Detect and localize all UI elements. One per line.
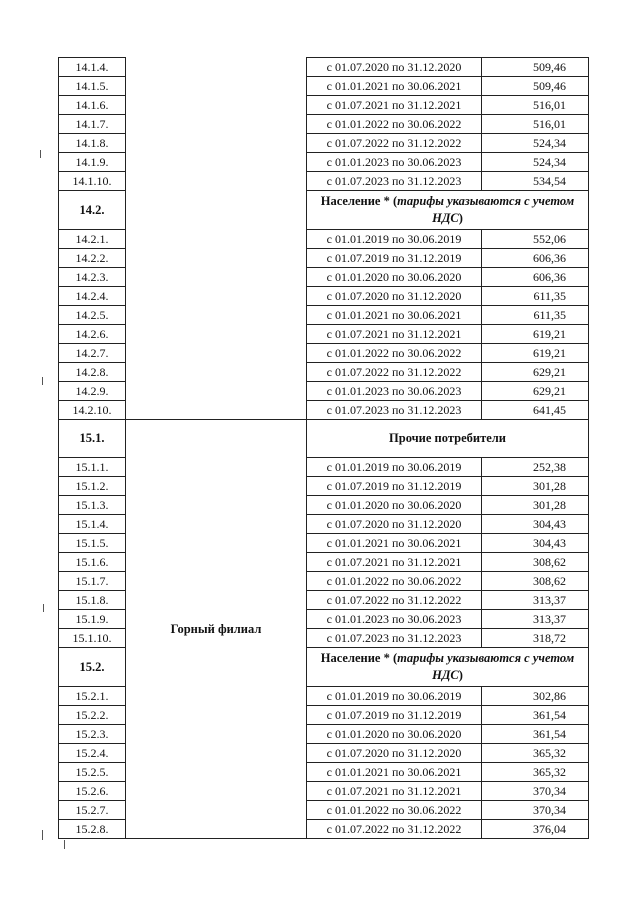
branch-cell-empty [126,344,307,363]
tariff-value: 365,32 [482,744,589,763]
branch-cell-empty [126,153,307,172]
table-row [59,344,589,363]
tariff-value: 619,21 [482,344,589,363]
tariff-value: 524,34 [482,134,589,153]
tariff-table [58,57,589,839]
section-header-row [59,191,589,230]
row-number: 14.1.9. [59,153,126,172]
branch-cell-empty [126,77,307,96]
tariff-value: 308,62 [482,553,589,572]
row-number: 14.1.8. [59,134,126,153]
branch-cell-empty [126,115,307,134]
row-number: 15.2.2. [59,706,126,725]
section-number: 15.1. [59,420,126,458]
period-cell: с 01.07.2021 по 31.12.2021 [307,96,482,115]
tariff-value: 365,32 [482,763,589,782]
row-number: 14.1.10. [59,172,126,191]
row-number: 15.1.4. [59,515,126,534]
branch-cell-empty [126,134,307,153]
period-cell: с 01.07.2019 по 31.12.2019 [307,477,482,496]
tariff-value: 361,54 [482,706,589,725]
tariff-value: 301,28 [482,477,589,496]
row-number: 15.2.4. [59,744,126,763]
period-cell: с 01.07.2023 по 31.12.2023 [307,401,482,420]
period-cell: с 01.07.2022 по 31.12.2022 [307,134,482,153]
branch-cell-empty [126,230,307,249]
row-number: 15.1.2. [59,477,126,496]
period-cell: с 01.01.2023 по 30.06.2023 [307,610,482,629]
table-row [59,268,589,287]
branch-name: Горный филиал [126,420,307,839]
tariff-value: 308,62 [482,572,589,591]
table-row [59,306,589,325]
table-row [59,401,589,420]
section-heading [307,420,589,458]
table-row [59,382,589,401]
branch-cell-empty [126,249,307,268]
scan-mark [64,840,65,849]
period-cell: с 01.07.2019 по 31.12.2019 [307,249,482,268]
table-row [59,115,589,134]
period-cell: с 01.07.2023 по 31.12.2023 [307,629,482,648]
branch-cell-empty [126,172,307,191]
period-cell: с 01.07.2021 по 31.12.2021 [307,782,482,801]
period-cell: с 01.01.2020 по 30.06.2020 [307,496,482,515]
period-cell: с 01.07.2020 по 31.12.2020 [307,515,482,534]
period-cell: с 01.01.2023 по 30.06.2023 [307,153,482,172]
table-row [59,96,589,115]
branch-cell-empty [126,401,307,420]
tariff-value: 524,34 [482,153,589,172]
tariff-value: 552,06 [482,230,589,249]
branch-cell-empty [126,268,307,287]
section-heading [307,191,589,230]
period-cell: с 01.01.2022 по 30.06.2022 [307,572,482,591]
period-cell: с 01.01.2020 по 30.06.2020 [307,268,482,287]
table-row [59,230,589,249]
period-cell: с 01.07.2022 по 31.12.2022 [307,591,482,610]
tariff-value: 516,01 [482,96,589,115]
branch-cell-empty [126,306,307,325]
section-heading-text: Прочие потребители [389,431,506,445]
row-number: 14.1.5. [59,77,126,96]
tariff-value: 370,34 [482,782,589,801]
tariff-value: 534,54 [482,172,589,191]
branch-cell-empty [126,325,307,344]
scan-mark [42,377,43,385]
row-number: 14.1.4. [59,58,126,77]
tariff-value: 641,45 [482,401,589,420]
period-cell: с 01.07.2020 по 31.12.2020 [307,58,482,77]
branch-cell-empty [126,382,307,401]
tariff-value: 301,28 [482,496,589,515]
period-cell: с 01.07.2021 по 31.12.2021 [307,553,482,572]
row-number: 15.1.7. [59,572,126,591]
section-number: 15.2. [59,648,126,687]
section-number: 14.2. [59,191,126,230]
table-row [59,77,589,96]
period-cell: с 01.07.2019 по 31.12.2019 [307,706,482,725]
tariff-value: 629,21 [482,363,589,382]
tariff-value: 361,54 [482,725,589,744]
row-number: 14.2.4. [59,287,126,306]
row-number: 14.2.5. [59,306,126,325]
row-number: 14.2.10. [59,401,126,420]
table-row [59,287,589,306]
period-cell: с 01.01.2019 по 30.06.2019 [307,687,482,706]
branch-cell-empty [126,287,307,306]
period-cell: с 01.01.2021 по 30.06.2021 [307,763,482,782]
period-cell: с 01.01.2021 по 30.06.2021 [307,306,482,325]
row-number: 14.1.7. [59,115,126,134]
row-number: 15.2.3. [59,725,126,744]
tariff-value: 304,43 [482,515,589,534]
period-cell: с 01.01.2019 по 30.06.2019 [307,230,482,249]
tariff-value: 611,35 [482,287,589,306]
period-cell: с 01.07.2022 по 31.12.2022 [307,363,482,382]
row-number: 15.1.3. [59,496,126,515]
period-cell: с 01.07.2020 по 31.12.2020 [307,287,482,306]
branch-cell-empty [126,96,307,115]
branch-cell-empty [126,58,307,77]
tariff-value: 302,86 [482,687,589,706]
section-heading-text: Население * ( [320,651,398,665]
row-number: 15.1.1. [59,458,126,477]
scan-mark [43,604,44,612]
section-heading-close: ) [458,211,463,225]
table-row [59,363,589,382]
row-number: 14.2.8. [59,363,126,382]
section-heading-text: Население * ( [320,194,398,208]
period-cell: с 01.07.2020 по 31.12.2020 [307,744,482,763]
branch-cell-empty [126,191,307,230]
row-number: 15.2.6. [59,782,126,801]
table-row [59,249,589,268]
row-number: 14.2.2. [59,249,126,268]
section-heading-note: тарифы указываются с учетом НДС [397,651,575,682]
tariff-value: 509,46 [482,58,589,77]
table-row [59,134,589,153]
tariff-value: 318,72 [482,629,589,648]
period-cell: с 01.01.2021 по 30.06.2021 [307,534,482,553]
period-cell: с 01.01.2019 по 30.06.2019 [307,458,482,477]
tariff-value: 509,46 [482,77,589,96]
row-number: 14.2.6. [59,325,126,344]
row-number: 14.2.7. [59,344,126,363]
section-heading-note: тарифы указываются с учетом НДС [397,194,575,225]
tariff-value: 376,04 [482,820,589,839]
table-row [59,58,589,77]
scan-mark [40,150,41,158]
row-number: 15.1.8. [59,591,126,610]
tariff-value: 252,38 [482,458,589,477]
section-heading-close: ) [458,668,463,682]
row-number: 15.2.8. [59,820,126,839]
tariff-value: 370,34 [482,801,589,820]
period-cell: с 01.07.2022 по 31.12.2022 [307,820,482,839]
period-cell: с 01.07.2023 по 31.12.2023 [307,172,482,191]
row-number: 15.1.6. [59,553,126,572]
table-row [59,325,589,344]
period-cell: с 01.01.2020 по 30.06.2020 [307,725,482,744]
table-row [59,172,589,191]
section-heading [307,648,589,687]
tariff-value: 611,35 [482,306,589,325]
scan-mark [42,830,43,840]
branch-cell-empty [126,363,307,382]
row-number: 14.1.6. [59,96,126,115]
row-number: 15.1.9. [59,610,126,629]
period-cell: с 01.01.2022 по 30.06.2022 [307,115,482,134]
row-number: 15.1.10. [59,629,126,648]
row-number: 14.2.3. [59,268,126,287]
row-number: 15.1.5. [59,534,126,553]
table-row [59,153,589,172]
tariff-value: 313,37 [482,591,589,610]
tariff-value: 516,01 [482,115,589,134]
period-cell: с 01.01.2021 по 30.06.2021 [307,77,482,96]
tariff-value: 619,21 [482,325,589,344]
row-number: 14.2.9. [59,382,126,401]
tariff-value: 629,21 [482,382,589,401]
tariff-value: 606,36 [482,249,589,268]
period-cell: с 01.01.2023 по 30.06.2023 [307,382,482,401]
row-number: 14.2.1. [59,230,126,249]
row-number: 15.2.1. [59,687,126,706]
tariff-value: 606,36 [482,268,589,287]
tariff-value: 313,37 [482,610,589,629]
tariff-value: 304,43 [482,534,589,553]
period-cell: с 01.01.2022 по 30.06.2022 [307,344,482,363]
section-header-row [59,420,589,458]
period-cell: с 01.01.2022 по 30.06.2022 [307,801,482,820]
row-number: 15.2.7. [59,801,126,820]
row-number: 15.2.5. [59,763,126,782]
period-cell: с 01.07.2021 по 31.12.2021 [307,325,482,344]
